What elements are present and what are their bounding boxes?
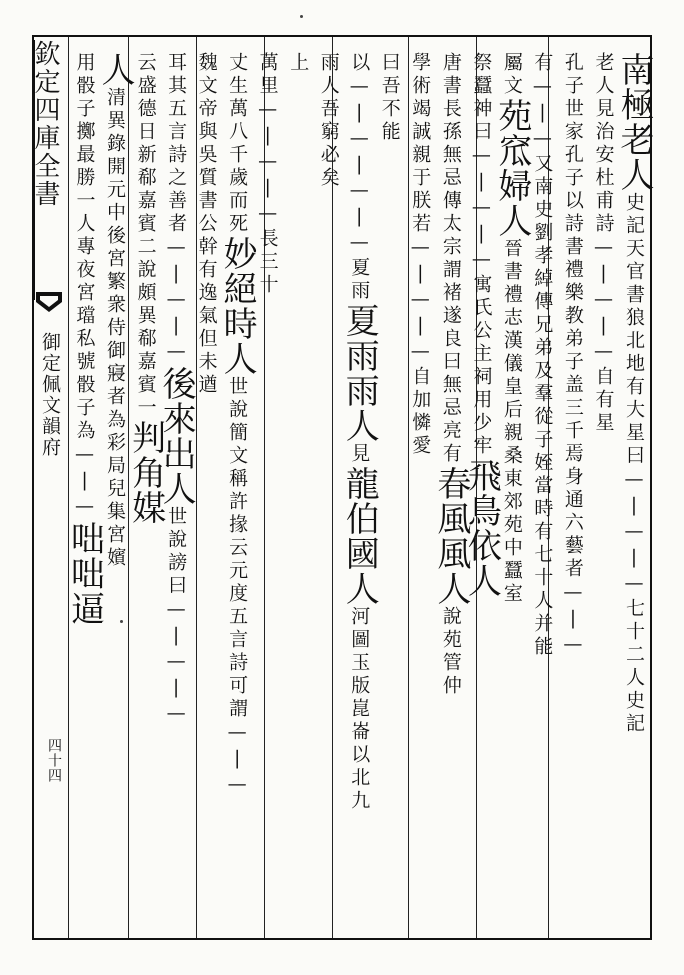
commentary-text: 丈生萬八千歲而死 <box>226 52 249 236</box>
text-column <box>284 52 315 932</box>
commentary-text: 善者—|—|— <box>165 190 188 366</box>
commentary-text: 耳其五言詩之 <box>165 52 188 190</box>
text-column <box>461 52 502 932</box>
fish-tail-mark-icon <box>36 292 62 316</box>
commentary-text: 史記天官書狼北地有大星曰—|—|—七十二人 <box>622 192 645 690</box>
headword: 春風風人 <box>430 466 471 606</box>
headword: 龍伯國人 <box>339 466 380 606</box>
text-column <box>528 52 559 932</box>
page-number: 四十四 <box>46 737 62 783</box>
headword: 苑窊婦人 <box>491 98 532 238</box>
text-column <box>125 52 166 932</box>
commentary-text: 老人見治安杜甫詩—|—|—自有星 <box>592 52 615 435</box>
ink-speck <box>300 15 303 18</box>
commentary-text: 有—|—又南史劉孝綽傳兄弟及羣從子姪當時有七十人并能 <box>531 52 554 659</box>
commentary-text: 用骰子擲最勝一人專夜宮璫私號骰子為—|— <box>73 52 96 521</box>
text-column <box>558 52 589 932</box>
commentary-text: 見 <box>348 443 371 466</box>
text-column <box>64 52 105 932</box>
commentary-text: 曰吾不能 <box>378 52 401 144</box>
book-title: 欽定四庫全書 <box>34 40 64 300</box>
text-column <box>192 52 223 932</box>
text-column <box>406 52 437 932</box>
chapter-title: 御定佩文韻府 <box>39 332 61 458</box>
text-column <box>217 52 258 932</box>
text-column <box>589 52 620 932</box>
text-column <box>613 52 654 932</box>
text-column <box>253 52 284 932</box>
commentary-text: 郗嘉賓一 <box>134 328 157 420</box>
commentary-text: 云盛德日新郗嘉賓二說頗異 <box>134 52 157 328</box>
text-column <box>156 52 197 932</box>
headword: 南極老人 <box>613 52 654 192</box>
commentary-text: 萬里—|—|—長三十 <box>256 52 279 297</box>
commentary-text: 魏文帝與吳質書公幹有逸氣但未遒 <box>195 52 218 397</box>
ink-speck <box>120 620 123 623</box>
headword: 夏雨雨人 <box>339 303 380 443</box>
commentary-text: 上 <box>287 52 310 75</box>
commentary-text: 史記 <box>622 690 645 736</box>
headword: 咄咄逼 <box>64 521 105 626</box>
commentary-text: 屬文 <box>500 52 523 98</box>
headword: 後來出人 <box>156 366 197 506</box>
headword: 人 <box>95 52 136 87</box>
commentary-text: 學術竭誠親于朕若—|—|—自加憐愛 <box>409 52 432 458</box>
text-column <box>491 52 532 932</box>
text-column <box>314 52 345 932</box>
text-column <box>339 52 380 932</box>
headword: 妙絕時人 <box>217 236 258 376</box>
commentary-text: 清異錄開元中後宮繁衆侍御寢者為彩局兒集宮嬪 <box>104 87 127 570</box>
commentary-text: 晉書禮志漢儀皇后親桑東郊苑中蠶室 <box>500 238 523 606</box>
headword: 判角媒 <box>125 420 166 525</box>
text-column <box>95 52 136 932</box>
text-column <box>430 52 471 932</box>
commentary-text: 雨人吾窮必矣 <box>317 52 340 190</box>
commentary-text: 以—|—|—|—夏雨 <box>348 52 371 303</box>
commentary-text: 世說謗曰—|—|— <box>165 506 188 728</box>
commentary-text: 說苑管仲 <box>439 606 462 698</box>
commentary-text: 唐書長孫無忌傳太宗謂褚遂良曰無忌亮有 <box>439 52 462 466</box>
commentary-text: 孔子世家孔子以詩書禮樂教弟子盖三千焉身通六藝者—|— <box>561 52 584 659</box>
headword: 飛鳥依人 <box>461 458 502 598</box>
commentary-text: 世說簡文稱許掾云元度五言詩可謂—|— <box>226 376 249 799</box>
commentary-text: 河圖玉版崑崙以北九 <box>348 606 371 813</box>
text-column <box>375 52 406 932</box>
commentary-text: 祭蠶神曰—|—|—寓氏公主祠用少牢 <box>470 52 493 458</box>
